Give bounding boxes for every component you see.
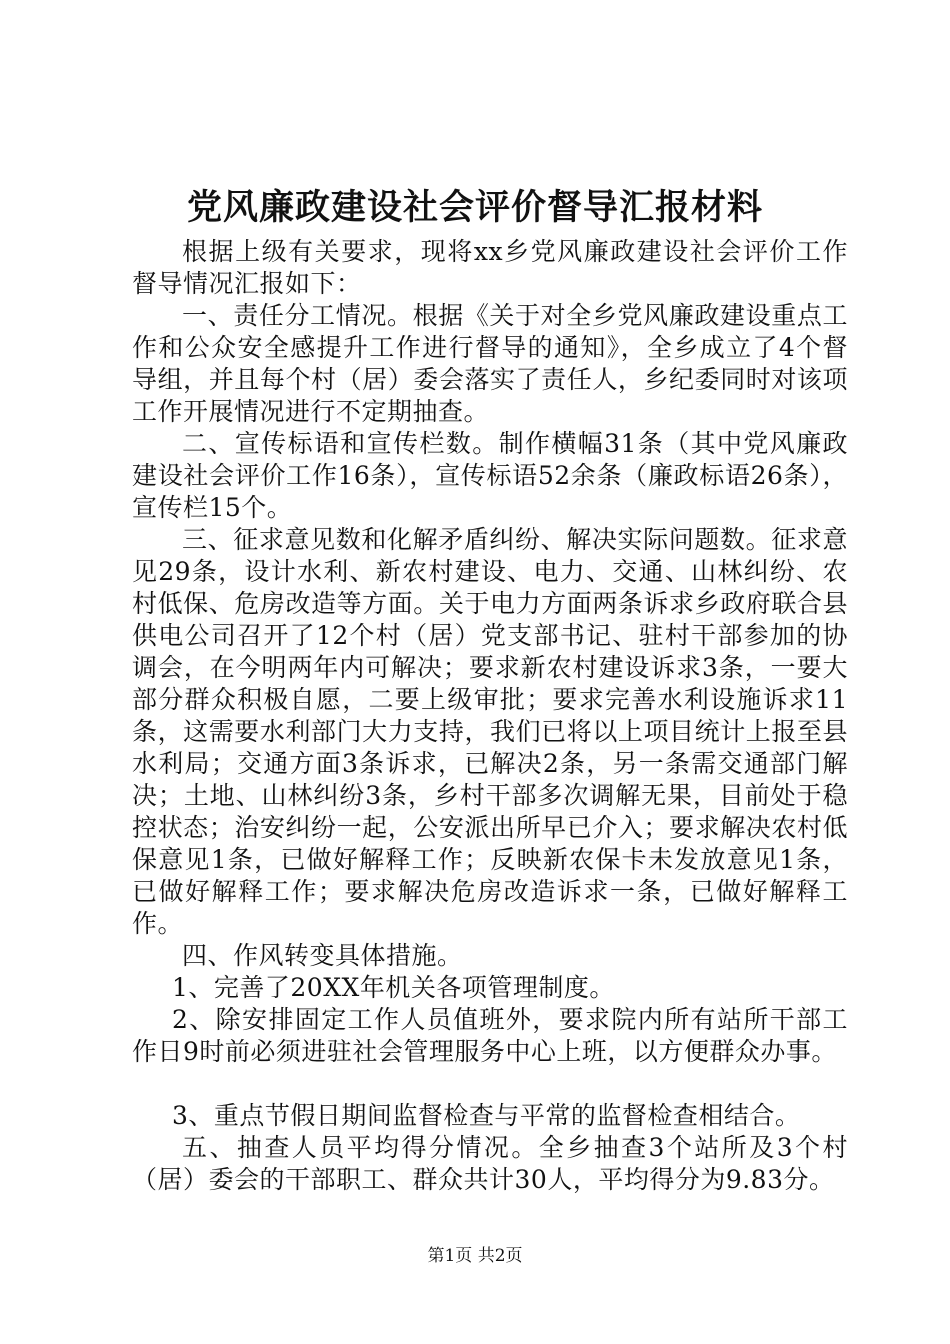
section-five-paragraph: 五、抽查人员平均得分情况。全乡抽查3个站所及3个村（居）委会的干部职工、群众共计30人，平均得分为9.83分。 xyxy=(132,1133,848,1194)
measure-item-2: 2、除安排固定工作人员值班外，要求院内所有站所干部工作日9时前必须进驻社会管理服务中心上班，以方便群众办事。 xyxy=(132,1005,848,1066)
section-two-paragraph: 二、宣传标语和宣传栏数。制作横幅31条（其中党风廉政建设社会评价工作16条），宣传标语52余条（廉政标语26条），宣传栏15个。 xyxy=(132,429,848,522)
section-three-paragraph: 三、征求意见数和化解矛盾纠纷、解决实际问题数。征求意见29条，设计水利、新农村建设、电力、交通、山林纠纷、农村低保、危房改造等方面。关于电力方面两条诉求乡政府联合县供电公司召开了12个村（居）党支部书记、驻村干部参加的协调会，在今明两年内可解决；要求新农村建设诉求3条，一要大部分群众积极自愿，二要上级审批；要求完善水利设施诉求11条，这需要水利部门大力支持，我们已将以上项目统计上报至县水利局；交通方面3条诉求，已解决2条，另一条需交通部门解决；土地、山林纠纷3条，乡村干部多次调解无果，目前处于稳控状态；治安纠纷一起，公安派出所早已介入；要求解决农村低保意见1条，已做好解释工作；反映新农保卡未发放意见1条，已做好解释工作；要求解决危房改造诉求一条，已做好解释工作。 xyxy=(132,525,848,938)
section-four-heading: 四、作风转变具体措施。 xyxy=(182,941,463,970)
section-one-paragraph: 一、责任分工情况。根据《关于对全乡党风廉政建设重点工作和公众安全感提升工作进行督导的通知》，全乡成立了4个督导组，并且每个村（居）委会落实了责任人，乡纪委同时对该项工作开展情况进行不定期抽查。 xyxy=(132,301,848,426)
page-footer: 第1页 共2页 xyxy=(427,1246,523,1266)
intro-paragraph: 根据上级有关要求，现将xx乡党风廉政建设社会评价工作督导情况汇报如下： xyxy=(132,237,848,298)
measure-item-3: 3、重点节假日期间监督检查与平常的监督检查相结合。 xyxy=(172,1101,801,1130)
document-body xyxy=(132,236,848,1196)
document-title: 党风廉政建设社会评价督导汇报材料 xyxy=(186,187,763,228)
measure-item-1: 1、完善了20XX年机关各项管理制度。 xyxy=(172,973,615,1002)
